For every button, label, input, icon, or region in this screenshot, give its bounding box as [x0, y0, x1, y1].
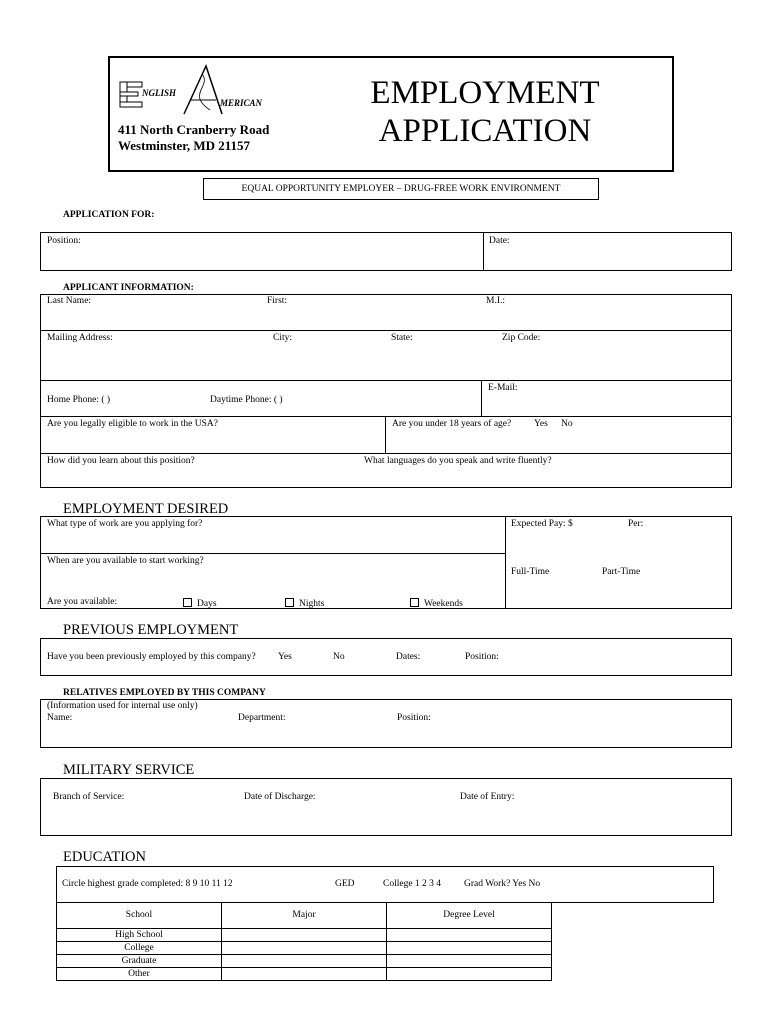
logo-text-english: NGLISH [142, 88, 177, 98]
start-date-field[interactable]: When are you available to start working? [47, 556, 204, 566]
divider [385, 416, 386, 454]
position-field[interactable]: Position: [47, 236, 81, 246]
major-cell[interactable] [222, 929, 387, 942]
degree-cell[interactable] [387, 929, 552, 942]
previous-position-field[interactable]: Position: [465, 652, 499, 662]
degree-cell[interactable] [387, 968, 552, 981]
divider [40, 553, 505, 554]
under-18-no[interactable]: No [561, 419, 573, 429]
relative-department-field[interactable]: Department: [238, 713, 286, 723]
address-line-1: 411 North Cranberry Road [118, 122, 270, 137]
last-name-field[interactable]: Last Name: [47, 296, 92, 306]
days-option[interactable] [183, 598, 217, 610]
state-field[interactable]: State: [391, 333, 413, 343]
expected-pay-field[interactable]: Expected Pay: $ [511, 519, 573, 529]
zip-code-field[interactable]: Zip Code: [502, 333, 541, 343]
military-service-box [40, 778, 732, 836]
date-field[interactable]: Date: [489, 236, 510, 246]
days-checkbox[interactable] [183, 598, 192, 607]
table-row [57, 942, 552, 955]
employment-desired-heading: EMPLOYMENT DESIRED [63, 501, 229, 517]
previous-dates-field[interactable]: Dates: [396, 652, 421, 662]
previously-employed-question: Have you been previously employed by this company? [47, 652, 256, 662]
application-for-box [40, 232, 732, 271]
branch-of-service-field[interactable]: Branch of Service: [53, 792, 125, 802]
education-heading: EDUCATION [63, 849, 146, 865]
first-name-field[interactable]: First: [267, 296, 288, 306]
relative-position-field[interactable]: Position: [397, 713, 431, 723]
previous-employment-heading: PREVIOUS EMPLOYMENT [63, 622, 239, 638]
company-address [118, 122, 269, 154]
languages-field[interactable]: What languages do you speak and write fluently? [364, 456, 552, 466]
title-line-2: APPLICATION [378, 113, 592, 149]
entry-date-field[interactable]: Date of Entry: [460, 792, 515, 802]
part-time-option[interactable]: Part-Time [602, 567, 641, 577]
mailing-address-field[interactable]: Mailing Address: [47, 333, 113, 343]
pay-per-field[interactable]: Per: [628, 519, 644, 529]
relative-name-field[interactable]: Name: [47, 713, 73, 723]
address-line-2: Westminster, MD 21157 [118, 138, 251, 153]
table-row [57, 929, 552, 942]
nights-label: Nights [299, 599, 325, 609]
divider [481, 380, 482, 417]
degree-cell[interactable] [387, 955, 552, 968]
row-label-high-school: High School [57, 929, 222, 942]
divider [505, 516, 506, 609]
logo-text-american: MERICAN [220, 98, 263, 108]
under-18-question: Are you under 18 years of age? [392, 419, 512, 429]
divider [40, 330, 732, 331]
major-cell[interactable] [222, 955, 387, 968]
degree-cell[interactable] [387, 942, 552, 955]
middle-initial-field[interactable]: M.I.: [486, 296, 505, 306]
title-line-1: EMPLOYMENT [370, 75, 600, 111]
full-time-option[interactable]: Full-Time [511, 567, 550, 577]
divider [40, 416, 732, 417]
ged-option[interactable]: GED [335, 879, 355, 889]
major-cell[interactable] [222, 942, 387, 955]
under-18-yes[interactable]: Yes [534, 419, 548, 429]
divider [40, 380, 732, 381]
relatives-heading: RELATIVES EMPLOYED BY THIS COMPANY [63, 688, 266, 698]
previously-employed-yes[interactable]: Yes [278, 652, 292, 662]
divider [40, 453, 732, 454]
relatives-note: (Information used for internal use only) [47, 701, 198, 711]
application-for-heading: APPLICATION FOR: [63, 210, 155, 220]
military-service-heading: MILITARY SERVICE [63, 762, 195, 778]
table-row [57, 955, 552, 968]
column-header-school: School [57, 903, 222, 929]
column-header-major: Major [222, 903, 387, 929]
days-label: Days [197, 599, 217, 609]
major-cell[interactable] [222, 968, 387, 981]
weekends-checkbox[interactable] [410, 598, 419, 607]
applicant-info-heading: APPLICANT INFORMATION: [63, 283, 194, 293]
nights-option[interactable] [285, 598, 324, 610]
availability-label: Are you available: [47, 597, 118, 607]
work-type-field[interactable]: What type of work are you applying for? [47, 519, 203, 529]
discharge-date-field[interactable]: Date of Discharge: [244, 792, 316, 802]
column-header-degree: Degree Level [387, 903, 552, 929]
nights-checkbox[interactable] [285, 598, 294, 607]
divider [483, 232, 484, 271]
highest-grade-field[interactable]: Circle highest grade completed: 8 9 10 11 12 [62, 879, 233, 889]
row-label-other: Other [57, 968, 222, 981]
email-field[interactable]: E-Mail: [488, 383, 518, 393]
previously-employed-no[interactable]: No [333, 652, 345, 662]
table-header-row [57, 903, 552, 929]
home-phone-field[interactable]: Home Phone: ( ) [47, 395, 111, 405]
grad-work-option[interactable]: Grad Work? Yes No [464, 879, 541, 889]
education-table [56, 902, 552, 981]
weekends-label: Weekends [424, 599, 463, 609]
city-field[interactable]: City: [273, 333, 293, 343]
table-row [57, 968, 552, 981]
college-years-option[interactable]: College 1 2 3 4 [383, 879, 442, 889]
company-logo [116, 64, 276, 122]
daytime-phone-field[interactable]: Daytime Phone: ( ) [210, 395, 283, 405]
eoe-banner-text: EQUAL OPPORTUNITY EMPLOYER – DRUG-FREE WORK ENVIRONMENT [241, 184, 561, 194]
document-title [330, 74, 640, 150]
learn-about-position-field[interactable]: How did you learn about this position? [47, 456, 195, 466]
weekends-option[interactable] [410, 598, 463, 610]
row-label-graduate: Graduate [57, 955, 222, 968]
row-label-college: College [57, 942, 222, 955]
eligible-question[interactable]: Are you legally eligible to work in the USA? [47, 419, 218, 429]
